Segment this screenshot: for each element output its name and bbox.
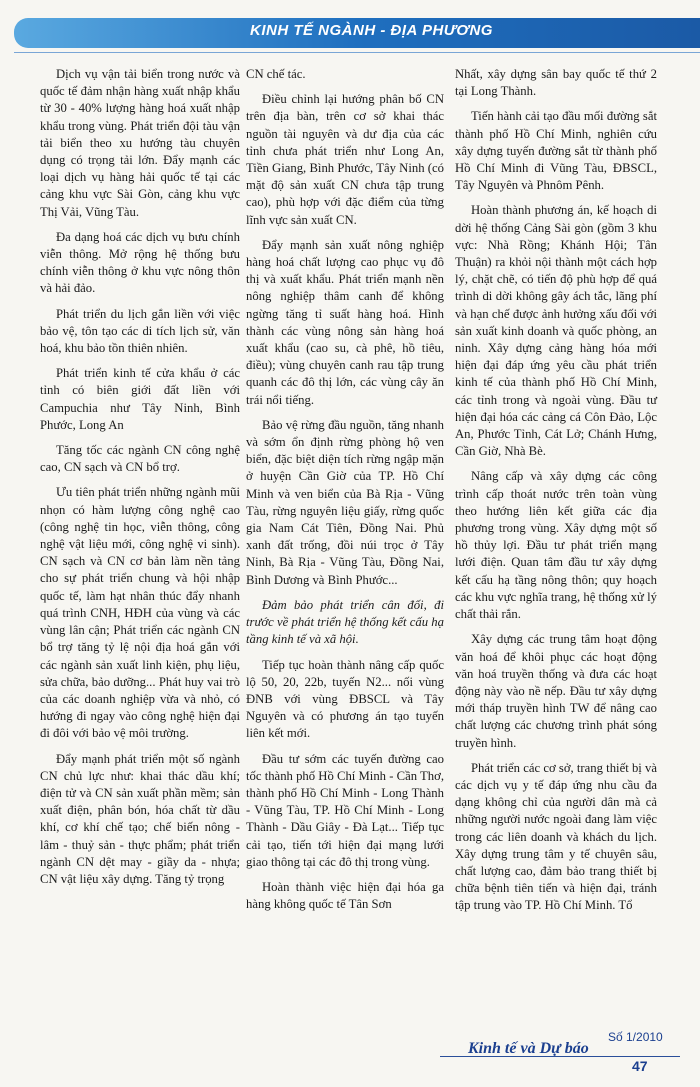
paragraph: Nâng cấp và xây dựng các công trình cấp thoát nước trên toàn vùng theo hướng liên kết giữa các địa phương trong vùng. Xây dựng một số hồ thủy lợi. Đầu tư phát triển mạng lưới điện. Quan tâm đầu tư xây dựng kết cấu hạ tầng nông thôn; quy hoạch các khu vực nghĩa trang, hệ thống xử lý chất thải rắn.	[455, 469, 657, 622]
section-title: KINH TẾ NGÀNH - ĐỊA PHƯƠNG	[250, 22, 493, 39]
paragraph: Ưu tiên phát triển những ngành mũi nhọn có hàm lượng công nghệ cao (công nghệ tin học, viễn thông, công nghệ vật liệu mới, công nghệ vi sinh). CN sạch và CN cơ bản làm nền tảng cho sự phát triển chung và hội nhập quốc tế, làm hạt nhân thúc đẩy nhanh quá trình CNH, HĐH của vùng và các vùng lân cận; Phát triển các ngành CN bổ trợ tăng tỷ lệ nội địa hoá gắn với các ngành sản xuất linh kiện, phụ liệu, sửa chữa, bảo dưỡng... Phát huy vai trò của các doanh nghiệp vừa và nhỏ, có hướng đi ngay vào công nghệ hiện đại đi đôi với bảo vệ môi trường.	[40, 485, 240, 741]
paragraph: Đầu tư sớm các tuyến đường cao tốc thành phố Hồ Chí Minh - Cần Thơ, thành phố Hồ Chí Minh - Long Thành - Vũng Tàu, TP. Hồ Chí Minh - Long Thành - Dầu Giây - Đà Lạt... Tiếp tục cải tạo, tiến tới hiện đại mạng lưới giao thông tại các đô thị trong vùng.	[246, 751, 444, 869]
paragraph: Phát triển kinh tế cửa khẩu ở các tỉnh có biên giới đất liền với Campuchia như Tây Ninh, Bình Phước, Long An	[40, 366, 240, 432]
paragraph: Tăng tốc các ngành CN công nghệ cao, CN sạch và CN bổ trợ.	[40, 443, 240, 475]
paragraph: Nhất, xây dựng sân bay quốc tế thứ 2 tại Long Thành.	[455, 67, 657, 99]
paragraph: Đa dạng hoá các dịch vụ bưu chính viễn thông. Mở rộng hệ thống bưu chính viễn thông ở khu vực nông thôn và hải đảo.	[40, 229, 240, 296]
paragraph: Dịch vụ vận tải biển trong nước và quốc tế đảm nhận hàng xuất nhập khẩu từ 30 - 40% lượng hàng hoá xuất nhập khẩu trong vùng. Phát triển đội tàu vận tải biển theo xu hướng tàu chuyên dụng có trọng tải lớn. Đẩy mạnh các loại dịch vụ hàng hải quốc tế tại các cảng khu vực Sài Gòn, cảng khu vực Thị Vải, Vũng Tàu.	[40, 67, 240, 219]
page-header	[0, 0, 700, 64]
text-column-1	[40, 66, 240, 896]
page-number: 47	[632, 1058, 648, 1074]
text-column-3	[455, 66, 657, 923]
issue-number: Số 1/2010	[608, 1030, 663, 1044]
paragraph: Điều chỉnh lại hướng phân bố CN trên địa bàn, trên cơ sở khai thác nguồn tài nguyên và dư địa của các tỉnh chưa phát triển như Long An, Tiền Giang, Bình Phước, Tây Ninh (có mặt độ sản xuất CN chưa tập trung cao), phù hợp với đặc điểm của từng lĩnh vực sản xuất CN.	[246, 92, 444, 227]
text-column-2	[246, 66, 444, 921]
paragraph: Đẩy mạnh sản xuất nông nghiệp hàng hoá chất lượng cao phục vụ đô thị và xuất khẩu. Phát triển mạnh nền nông nghiệp thâm canh để không ngừng tăng tỉ suất hàng hoá. Hình thành các vùng nông sản hàng hoá xuất khẩu (cao su, cà phê, hồ tiêu, điều); vùng chuyên canh rau tập trung quanh các đô thị lớn, các vùng cây ăn trái nổi tiếng.	[246, 237, 444, 407]
paragraph: Tiến hành cải tạo đầu mối đường sắt thành phố Hồ Chí Minh, nghiên cứu xây dựng tuyến đường sắt từ thành phố Hồ Chí Minh đi Vũng Tàu, ĐBSCL, Tây Nguyên và Phnôm Pênh.	[455, 109, 657, 193]
paragraph: Hoàn thành phương án, kế hoạch di dời hệ thống Cảng Sài gòn (gồm 3 khu vực: Nhà Rồng; Khánh Hội; Tân Thuận) ra khỏi nội thành một cách hợp lý, chặt chẽ, có tiến độ phù hợp để quá trình di dời không gây ách tắc, lãng phí và hạn chế được ảnh hưởng xấu đối với sản xuất kinh doanh và quốc phòng, an ninh. Xây dựng cảng hàng hóa mới hiện đại đáp ứng yêu cầu phát triển kinh tế của thành phố Hồ Chí Minh, các tỉnh trong và ngoài vùng. Đầu tư hiện đại hóa các cảng cá Côn Đảo, Lộc An, Phước Tỉnh, Cát Lở; Chánh Hưng, Cần Giờ, Nhà Bè.	[455, 203, 657, 459]
paragraph: Phát triển các cơ sở, trang thiết bị và các dịch vụ y tế đáp ứng nhu cầu đa dạng không chỉ của người dân mà cả những người nước ngoài đang làm việc trong các liên doanh và khách du lịch. Xây dựng trung tâm y tế chuyên sâu, chất lượng cao, đảm bảo trang thiết bị chữa bệnh tiên tiến và hiện đại, tránh tập trung vào TP. Hồ Chí Minh. Tổ	[455, 760, 657, 913]
header-divider	[14, 52, 700, 53]
paragraph: Tiếp tục hoàn thành nâng cấp quốc lộ 50, 20, 22b, tuyến N2... nối vùng ĐNB với vùng ĐBSCL và Tây Nguyên và có phương án tạo tuyến liên kết mới.	[246, 657, 444, 741]
magazine-name: Kinh tế và Dự báo	[468, 1040, 589, 1057]
paragraph: Đảm bảo phát triển cân đối, đi trước về phát triển hệ thống kết cấu hạ tầng kinh tế và xã hội.	[246, 597, 444, 647]
paragraph: Hoàn thành việc hiện đại hóa ga hàng không quốc tế Tân Sơn	[246, 879, 444, 912]
paragraph: CN chế tác.	[246, 67, 306, 81]
paragraph: Bảo vệ rừng đầu nguồn, tăng nhanh và sớm ổn định rừng phòng hộ ven biển, đặc biệt diện tích rừng ngập mặn ở huyện Cần Giờ của TP. Hồ Chí Minh và ven biển của Bà Rịa - Vũng Tàu, rừng nguyên liệu giấy, rừng quốc gia Nam Cát Tiên, Đồng Nai. Phủ xanh đất trống, đồi núi trọc ở Tây Ninh, Bà Rịa - Vũng Tàu, Đồng Nai, Bình Dương và Bình Phước...	[246, 417, 444, 587]
paragraph: Xây dựng các trung tâm hoạt động văn hoá để khôi phục các hoạt động văn hoá truyền thống và đưa các hoạt động này vào nề nếp. Đầu tư xây dựng mới tháp truyền hình TW để nâng cao chất lượng các chương trình phát sóng truyền hình.	[455, 632, 657, 750]
paragraph: Phát triển du lịch gắn liền với việc bảo vệ, tôn tạo các di tích lịch sử, văn hoá, khu bảo tồn thiên nhiên.	[40, 306, 240, 356]
paragraph: Đẩy mạnh phát triển một số ngành CN chủ lực như: khai thác dầu khí; điện tử và CN sản xuất phần mềm; sản xuất điện, phân bón, hóa chất từ dầu khí, cơ khí chế tạo; chế biến nông - lâm - thuỷ sản - thực phẩm; phát triển ngành CN dệt may - giầy da - nhựa; CN vật liệu xây dựng. Tăng tỷ trọng	[40, 751, 240, 886]
